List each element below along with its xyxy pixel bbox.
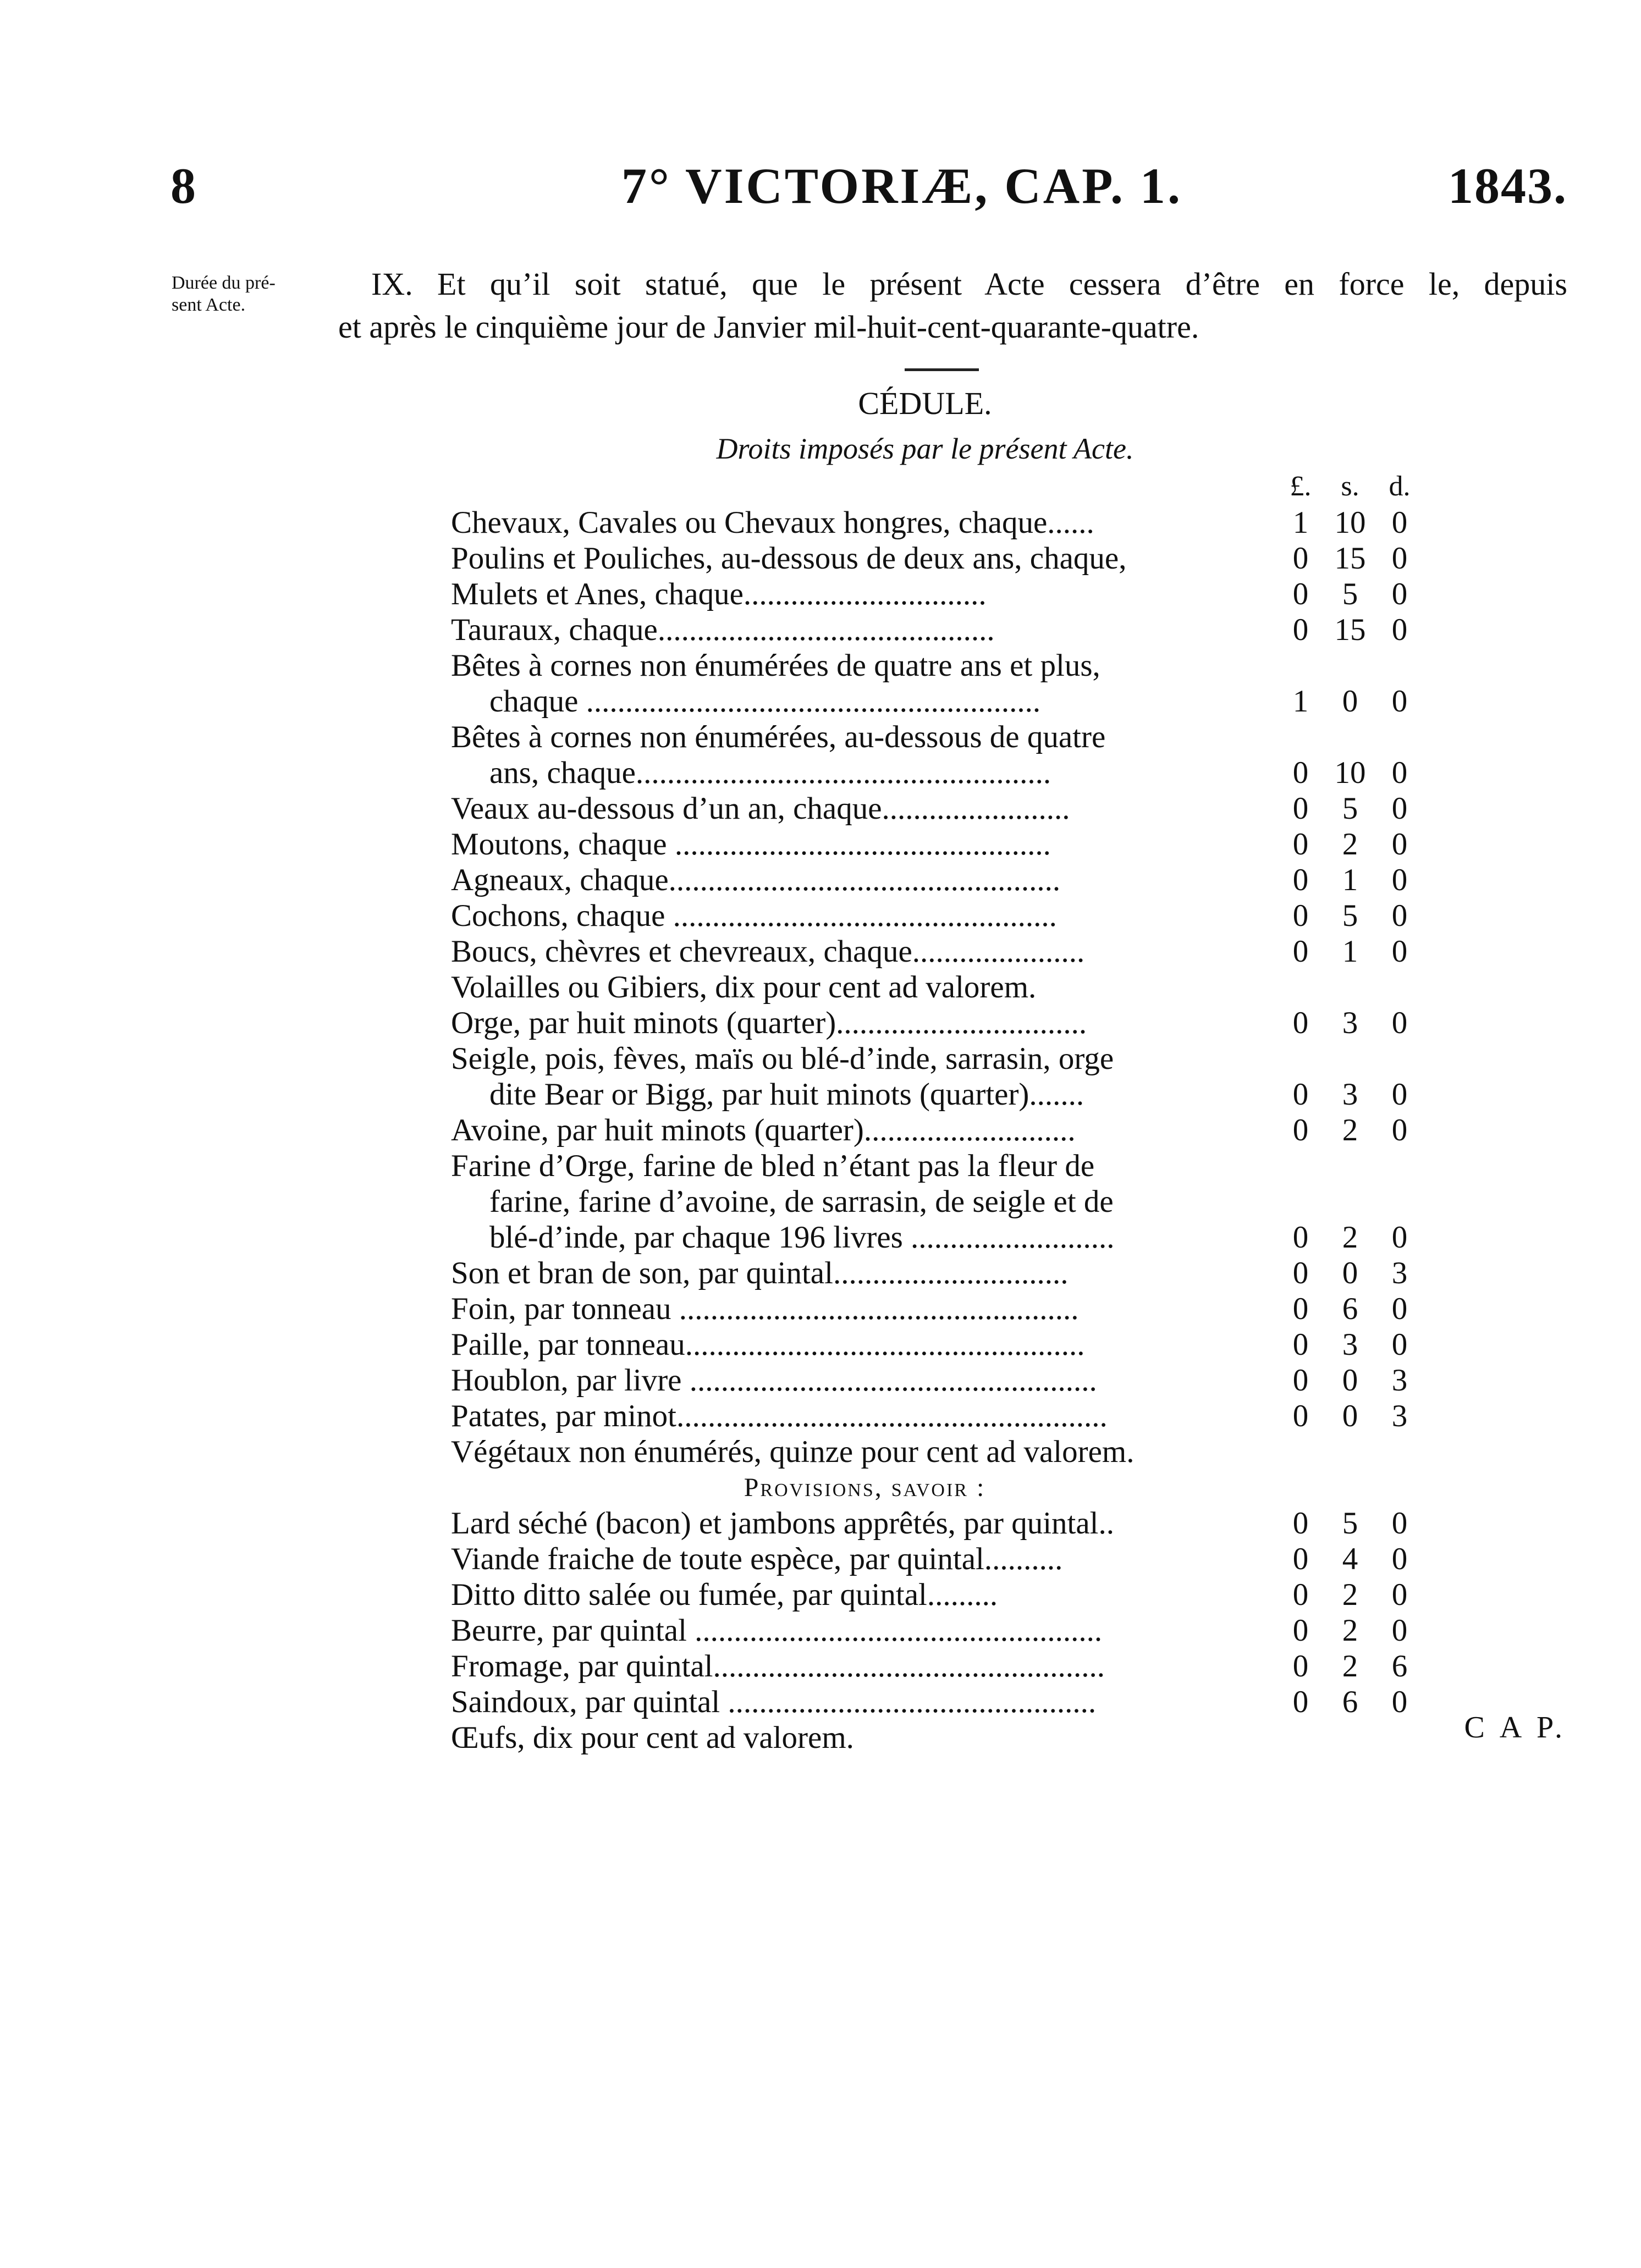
- catchword: C A P.: [1464, 1710, 1567, 1745]
- amount-shillings: 0: [1342, 1256, 1358, 1290]
- row-description: Chevaux, Cavales ou Chevaux hongres, chaque......: [451, 505, 1094, 540]
- amount-shillings: 5: [1342, 1506, 1358, 1541]
- amount-pounds: 0: [1292, 1577, 1309, 1612]
- table-row: [451, 1720, 1479, 1756]
- amount-pence: 0: [1391, 1577, 1408, 1612]
- table-row: [451, 719, 1479, 755]
- amount-shillings: 0: [1342, 1399, 1358, 1433]
- row-description: Mulets et Anes, chaque...............................: [451, 577, 987, 611]
- year: 1843.: [1448, 158, 1567, 214]
- row-description: Son et bran de son, par quintal..............................: [451, 1256, 1069, 1290]
- table-row: [451, 1398, 1479, 1434]
- amount-pounds: 0: [1292, 1077, 1309, 1112]
- amount-shillings: 2: [1342, 1577, 1358, 1612]
- row-description: Volailles ou Gibiers, dix pour cent ad valorem.: [451, 970, 1037, 1005]
- table-row: [451, 826, 1479, 862]
- amount-pounds: 0: [1292, 1220, 1309, 1255]
- table-row: [451, 1541, 1479, 1577]
- table-row: [451, 540, 1479, 576]
- row-description: Orge, par huit minots (quarter)................................: [451, 1006, 1087, 1040]
- amount-pence: 3: [1391, 1399, 1408, 1433]
- table-row: [451, 683, 1479, 719]
- margin-note-line: Durée du pré-: [172, 273, 276, 293]
- table-row: [451, 1327, 1479, 1362]
- row-description: Paille, par tonneau...................................................: [451, 1327, 1085, 1362]
- amount-pounds: 0: [1292, 934, 1309, 969]
- amount-pounds: 0: [1292, 1542, 1309, 1576]
- amount-shillings: 2: [1342, 1649, 1358, 1684]
- row-description: Végétaux non énumérés, quinze pour cent ad valorem.: [451, 1434, 1135, 1469]
- section-line: IX. Et qu’il soit statué, que le présent Acte cessera d’être en force le, depuis: [371, 266, 1567, 302]
- amount-pounds: 0: [1292, 577, 1309, 611]
- amount-pounds: 0: [1292, 1113, 1309, 1147]
- amount-pounds: 0: [1292, 1399, 1309, 1433]
- amount-shillings: 15: [1334, 612, 1366, 647]
- amount-shillings: 3: [1342, 1006, 1358, 1040]
- row-description: Agneaux, chaque..................................................: [451, 863, 1061, 897]
- amount-pence: 0: [1391, 1292, 1408, 1326]
- row-description: Houblon, par livre ....................................................: [451, 1363, 1097, 1398]
- table-row: [451, 1362, 1479, 1398]
- margin-note: [172, 272, 337, 316]
- amount-pence: 0: [1391, 1506, 1408, 1541]
- amount-pence: 0: [1391, 1220, 1408, 1255]
- table-row: [451, 755, 1479, 791]
- table-row: [451, 612, 1479, 648]
- section-line: et après le cinquième jour de Janvier mil-huit-cent-quarante-quatre.: [338, 309, 1199, 345]
- amount-pence: 0: [1391, 827, 1408, 862]
- amount-pence: 0: [1391, 541, 1408, 576]
- amount-shillings: 4: [1342, 1542, 1358, 1576]
- row-description: Tauraux, chaque...........................................: [451, 612, 995, 647]
- row-description: Beurre, par quintal ....................................................: [451, 1613, 1103, 1648]
- row-description: Lard séché (bacon) et jambons apprêtés, par quintal..: [451, 1506, 1115, 1541]
- amount-pence: 0: [1391, 1613, 1408, 1648]
- row-description: Farine d’Orge, farine de bled n’étant pas la fleur de: [451, 1149, 1095, 1183]
- column-header-pence: d.: [1389, 471, 1411, 502]
- amount-pounds: 0: [1292, 1649, 1309, 1684]
- row-description: Seigle, pois, fèves, maïs ou blé-d’inde, sarrasin, orge: [451, 1041, 1114, 1076]
- amount-shillings: 2: [1342, 1220, 1358, 1255]
- section-ix: [338, 263, 1567, 349]
- amount-shillings: 10: [1334, 755, 1366, 790]
- table-row: [451, 1112, 1479, 1148]
- table-row: [451, 1648, 1479, 1684]
- margin-note-line: sent Acte.: [172, 295, 246, 315]
- amount-pounds: 0: [1292, 791, 1309, 826]
- table-row: [451, 969, 1479, 1005]
- act-title: 7° VICTORIÆ, CAP. 1.: [621, 158, 1182, 214]
- row-description: Cochons, chaque .................................................: [451, 898, 1057, 933]
- row-description: chaque ..........................................................: [489, 684, 1041, 719]
- row-description: dite Bear or Bigg, par huit minots (quarter).......: [489, 1077, 1084, 1112]
- amount-pounds: 0: [1292, 612, 1309, 647]
- table-row: [451, 934, 1479, 969]
- amount-pence: 0: [1391, 1685, 1408, 1719]
- amount-pence: 0: [1391, 1077, 1408, 1112]
- amount-pounds: 0: [1292, 1292, 1309, 1326]
- table-row: [451, 648, 1479, 683]
- amount-shillings: 1: [1342, 863, 1358, 897]
- table-row: [451, 1434, 1479, 1470]
- amount-pence: 0: [1391, 1113, 1408, 1147]
- table-row: [451, 576, 1479, 612]
- table-row: [451, 1148, 1479, 1184]
- amount-pence: 0: [1391, 612, 1408, 647]
- amount-pounds: 0: [1292, 1006, 1309, 1040]
- amount-pence: 0: [1391, 505, 1408, 540]
- table-row: [451, 1291, 1479, 1327]
- amount-pence: 0: [1391, 1542, 1408, 1576]
- amount-pounds: 0: [1292, 1256, 1309, 1290]
- table-row: [451, 1684, 1479, 1720]
- table-row: [451, 1005, 1479, 1041]
- amount-pence: 0: [1391, 863, 1408, 897]
- amount-pounds: 0: [1292, 863, 1309, 897]
- table-row: [451, 1613, 1479, 1648]
- column-header-pounds: £.: [1290, 471, 1312, 502]
- amount-pounds: 1: [1292, 505, 1309, 540]
- row-description: Veaux au-dessous d’un an, chaque........................: [451, 791, 1070, 826]
- table-row: [451, 1470, 1479, 1505]
- row-description: Saindoux, par quintal ...............................................: [451, 1685, 1097, 1719]
- amount-shillings: 6: [1342, 1292, 1358, 1326]
- amount-shillings: 10: [1334, 505, 1366, 540]
- amount-shillings: 1: [1342, 934, 1358, 969]
- row-description: Moutons, chaque ................................................: [451, 827, 1051, 862]
- row-description: Avoine, par huit minots (quarter)...........................: [451, 1113, 1076, 1147]
- amount-pence: 3: [1391, 1256, 1408, 1290]
- table-row: [451, 1077, 1479, 1112]
- row-description: Viande fraiche de toute espèce, par quintal..........: [451, 1542, 1063, 1576]
- amount-pounds: 0: [1292, 1327, 1309, 1362]
- amount-pence: 0: [1391, 898, 1408, 933]
- table-row: [451, 862, 1479, 898]
- amount-shillings: 5: [1342, 577, 1358, 611]
- amount-shillings: 6: [1342, 1685, 1358, 1719]
- schedule-title: CÉDULE.: [858, 385, 992, 421]
- table-row: [451, 1577, 1479, 1613]
- amount-pounds: 0: [1292, 755, 1309, 790]
- amount-pence: 0: [1391, 577, 1408, 611]
- amount-pounds: 0: [1292, 1685, 1309, 1719]
- amount-shillings: 5: [1342, 791, 1358, 826]
- table-row: [451, 898, 1479, 934]
- amount-shillings: 2: [1342, 1613, 1358, 1648]
- amount-pence: 0: [1391, 755, 1408, 790]
- amount-pence: 0: [1391, 934, 1408, 969]
- row-description: farine, farine d’avoine, de sarrasin, de seigle et de: [489, 1184, 1114, 1219]
- amount-shillings: 3: [1342, 1327, 1358, 1362]
- amount-pounds: 0: [1292, 898, 1309, 933]
- schedule-subtitle: Droits imposés par le présent Acte.: [716, 432, 1134, 465]
- amount-pence: 0: [1391, 684, 1408, 719]
- row-description: ans, chaque.....................................................: [489, 755, 1051, 790]
- amount-shillings: 0: [1342, 1363, 1358, 1398]
- row-description: Fromage, par quintal..................................................: [451, 1649, 1105, 1684]
- amount-pence: 3: [1391, 1363, 1408, 1398]
- duty-table: [451, 505, 1479, 1756]
- amount-pounds: 0: [1292, 1363, 1309, 1398]
- amount-pence: 0: [1391, 1006, 1408, 1040]
- row-description: Ditto ditto salée ou fumée, par quintal.........: [451, 1577, 998, 1612]
- amount-shillings: 15: [1334, 541, 1366, 576]
- column-headers: [1276, 470, 1474, 509]
- running-header: [170, 157, 1567, 228]
- table-row: [451, 505, 1479, 540]
- row-description: blé-d’inde, par chaque 196 livres ..........................: [489, 1220, 1115, 1255]
- amount-pence: 6: [1391, 1649, 1408, 1684]
- amount-shillings: 2: [1342, 1113, 1358, 1147]
- table-row: [451, 1255, 1479, 1291]
- amount-pounds: 0: [1292, 1506, 1309, 1541]
- row-description: Poulins et Pouliches, au-dessous de deux ans, chaque,: [451, 541, 1127, 576]
- amount-pounds: 0: [1292, 541, 1309, 576]
- amount-pounds: 0: [1292, 827, 1309, 862]
- amount-pence: 0: [1391, 791, 1408, 826]
- amount-pounds: 1: [1292, 684, 1309, 719]
- table-row: [451, 1219, 1479, 1255]
- row-description: Œufs, dix pour cent ad valorem.: [451, 1720, 854, 1755]
- amount-shillings: 0: [1342, 684, 1358, 719]
- table-row: [451, 1505, 1479, 1541]
- amount-pence: 0: [1391, 1327, 1408, 1362]
- page-number: 8: [170, 158, 196, 214]
- row-description: Bêtes à cornes non énumérées, au-dessous de quatre: [451, 720, 1106, 754]
- column-header-shillings: s.: [1341, 471, 1359, 502]
- amount-shillings: 2: [1342, 827, 1358, 862]
- amount-pounds: 0: [1292, 1613, 1309, 1648]
- row-description: Foin, par tonneau ...................................................: [451, 1292, 1079, 1326]
- table-row: [451, 791, 1479, 826]
- row-description: Boucs, chèvres et chevreaux, chaque......................: [451, 934, 1085, 969]
- amount-shillings: 3: [1342, 1077, 1358, 1112]
- row-description: Bêtes à cornes non énumérées de quatre ans et plus,: [451, 648, 1100, 683]
- amount-shillings: 5: [1342, 898, 1358, 933]
- section-divider: [905, 368, 979, 371]
- row-description: Patates, par minot.......................................................: [451, 1399, 1108, 1433]
- table-row: [451, 1184, 1479, 1219]
- table-row: [451, 1041, 1479, 1077]
- schedule-subheading: Provisions, savoir :: [744, 1473, 986, 1502]
